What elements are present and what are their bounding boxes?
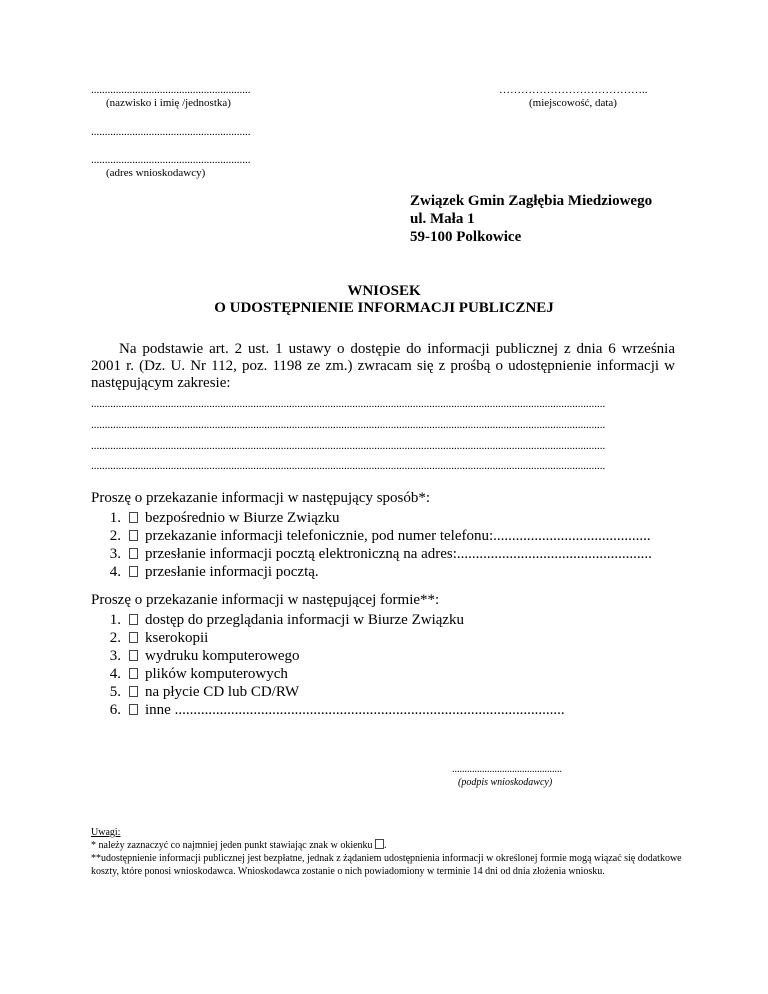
signature-dots: ............................................	[452, 764, 562, 775]
item-number: 1.	[109, 510, 121, 526]
form-item	[91, 701, 691, 719]
checkbox[interactable]	[129, 530, 138, 541]
method-heading: Proszę o przekazanie informacji w następujący sposób*:	[91, 490, 431, 506]
place-date-dots: …………………………………..	[499, 84, 648, 96]
form-item	[91, 611, 691, 629]
item-label: inne ........................................................................................................	[145, 702, 565, 718]
checkbox[interactable]	[129, 704, 138, 715]
item-number: 1.	[109, 612, 121, 628]
item-label: plików komputerowych	[145, 666, 288, 682]
item-number: 2.	[109, 630, 121, 646]
form-item	[91, 665, 691, 683]
note-1	[91, 839, 691, 852]
item-label: przekazanie informacji telefonicznie, pod numer telefonu:..........................................	[145, 528, 651, 544]
title-line-2: O UDOSTĘPNIENIE INFORMACJI PUBLICZNEJ	[214, 300, 554, 316]
item-number: 2.	[109, 528, 121, 544]
method-item	[91, 527, 691, 545]
intro-paragraph	[91, 341, 675, 392]
address-label: (adres wnioskodawcy)	[106, 167, 206, 179]
title-line-1: WNIOSEK	[347, 283, 421, 299]
checkbox-glyph	[375, 839, 384, 849]
item-number: 6.	[109, 702, 121, 718]
form-heading: Proszę o przekazanie informacji w następującej formie**:	[91, 592, 440, 608]
document-title	[0, 283, 768, 317]
item-number: 4.	[109, 564, 121, 580]
notes-heading: Uwagi:	[91, 827, 121, 838]
scope-line-1: ...........................................................................................................................................................................................	[91, 398, 606, 410]
form-item	[91, 683, 691, 701]
signature-label: (podpis wnioskodawcy)	[458, 777, 553, 788]
checkbox[interactable]	[129, 614, 138, 625]
item-label: dostęp do przeglądania informacji w Biurze Związku	[145, 612, 465, 628]
item-label: kserokopii	[145, 630, 209, 646]
form-list	[91, 611, 691, 719]
address-dots-2: ..........................................................	[91, 154, 251, 166]
item-label: przesłanie informacji pocztą elektroniczną na adres:....................................................	[145, 546, 652, 562]
recipient-street: ul. Mała 1	[410, 211, 475, 227]
method-list	[91, 509, 691, 581]
name-dots: ..........................................................	[91, 84, 251, 96]
address-dots-1: ..........................................................	[91, 126, 251, 138]
recipient-name: Związek Gmin Zagłębia Miedziowego	[410, 193, 653, 209]
item-number: 5.	[109, 684, 121, 700]
recipient-city: 59-100 Polkowice	[410, 229, 522, 245]
checkbox[interactable]	[129, 686, 138, 697]
checkbox[interactable]	[129, 512, 138, 523]
note-1-end: .	[384, 840, 387, 851]
item-label: bezpośrednio w Biurze Związku	[145, 510, 340, 526]
checkbox[interactable]	[129, 566, 138, 577]
item-label: na płycie CD lub CD/RW	[145, 684, 300, 700]
item-number: 3.	[109, 546, 121, 562]
scope-line-2: ...........................................................................................................................................................................................	[91, 419, 606, 431]
notes-block	[91, 826, 691, 878]
item-label: wydruku komputerowego	[145, 648, 300, 664]
checkbox[interactable]	[129, 650, 138, 661]
form-item	[91, 629, 691, 647]
intro-text: Na podstawie art. 2 ust. 1 ustawy o dostępie do informacji publicznej z dnia 6 września 2001 r. (Dz. U. Nr 112, poz. 1198 ze zm.) zwracam się z prośbą o udostępnienie informacji w następującym zakresie:	[91, 341, 675, 391]
checkbox[interactable]	[129, 548, 138, 559]
checkbox[interactable]	[129, 668, 138, 679]
scope-line-3: ...........................................................................................................................................................................................	[91, 440, 606, 452]
method-item	[91, 509, 691, 527]
scope-line-4: ...........................................................................................................................................................................................	[91, 460, 606, 472]
item-number: 4.	[109, 666, 121, 682]
place-date-label: (miejscowość, data)	[529, 97, 617, 109]
name-label: (nazwisko i imię /jednostka)	[106, 97, 231, 109]
method-item	[91, 563, 691, 581]
checkbox[interactable]	[129, 632, 138, 643]
method-item	[91, 545, 691, 563]
note-2: **udostępnienie informacji publicznej jest bezpłatne, jednak z żądaniem udostępnienia informacji w określonej formie mogą wiązać się dodatkowe koszty, które ponosi wnioskodawca. Wnioskodawca zostanie o nich powiadomiony w terminie 14 dni od dnia złożenia wniosku.	[91, 853, 682, 877]
recipient-block	[410, 192, 652, 246]
item-label: przesłanie informacji pocztą.	[145, 564, 319, 580]
item-number: 3.	[109, 648, 121, 664]
note-1-text: * należy zaznaczyć co najmniej jeden punkt stawiając znak w okienku	[91, 840, 373, 851]
form-item	[91, 647, 691, 665]
